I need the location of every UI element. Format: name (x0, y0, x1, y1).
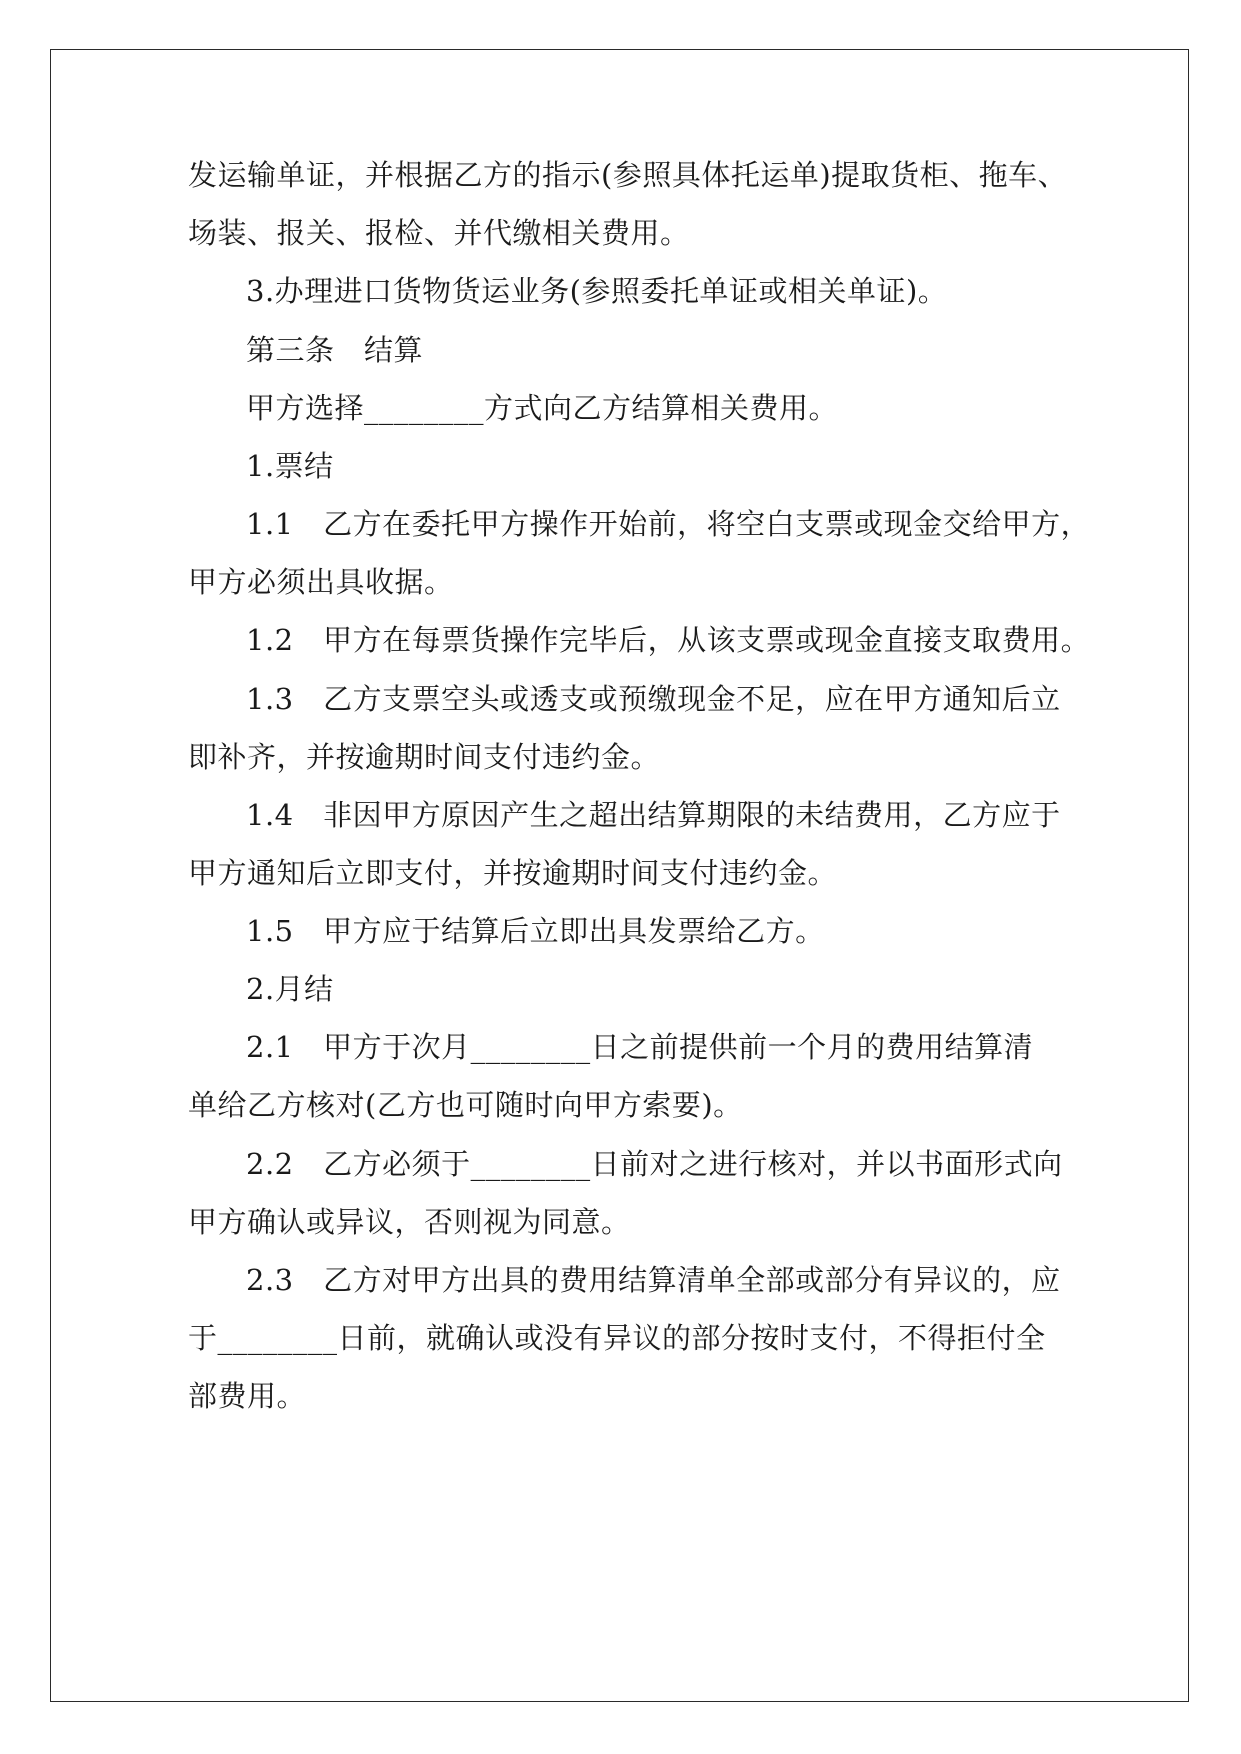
text-line: 部费用。 (188, 1379, 307, 1413)
subsection-heading: 1.票结 (246, 449, 334, 483)
text-line: 2.2 乙方必须于________日前对之进行核对，并以书面形式向 (246, 1147, 1063, 1181)
text-line: 甲方选择________方式向乙方结算相关费用。 (246, 391, 839, 425)
text-line: 发运输单证，并根据乙方的指示(参照具体托运单)提取货柜、拖车、 (188, 158, 1068, 192)
text-line: 3.办理进口货物货运业务(参照委托单证或相关单证)。 (246, 274, 948, 308)
text-line: 2.3 乙方对甲方出具的费用结算清单全部或部分有异议的，应 (246, 1263, 1061, 1297)
text-line: 1.1 乙方在委托甲方操作开始前，将空白支票或现金交给甲方， (246, 507, 1091, 541)
text-line: 2.1 甲方于次月________日之前提供前一个月的费用结算清 (246, 1030, 1034, 1064)
text-line: 场装、报关、报检、并代缴相关费用。 (188, 216, 690, 250)
text-line: 即补齐，并按逾期时间支付违约金。 (188, 740, 661, 774)
text-line: 1.2 甲方在每票货操作完毕后，从该支票或现金直接支取费用。 (246, 623, 1091, 657)
text-line: 甲方确认或异议，否则视为同意。 (188, 1205, 631, 1239)
text-line: 甲方通知后立即支付，并按逾期时间支付违约金。 (188, 856, 838, 890)
text-line: 1.5 甲方应于结算后立即出具发票给乙方。 (246, 914, 825, 948)
text-line: 1.3 乙方支票空头或透支或预缴现金不足，应在甲方通知后立 (246, 682, 1061, 716)
section-heading: 第三条 结算 (246, 333, 424, 367)
text-line: 于________日前，就确认或没有异议的部分按时支付，不得拒付全 (188, 1321, 1046, 1355)
text-line: 甲方必须出具收据。 (188, 565, 454, 599)
subsection-heading: 2.月结 (246, 972, 334, 1006)
text-line: 1.4 非因甲方原因产生之超出结算期限的未结费用，乙方应于 (246, 798, 1061, 832)
text-line: 单给乙方核对(乙方也可随时向甲方索要)。 (188, 1088, 743, 1122)
